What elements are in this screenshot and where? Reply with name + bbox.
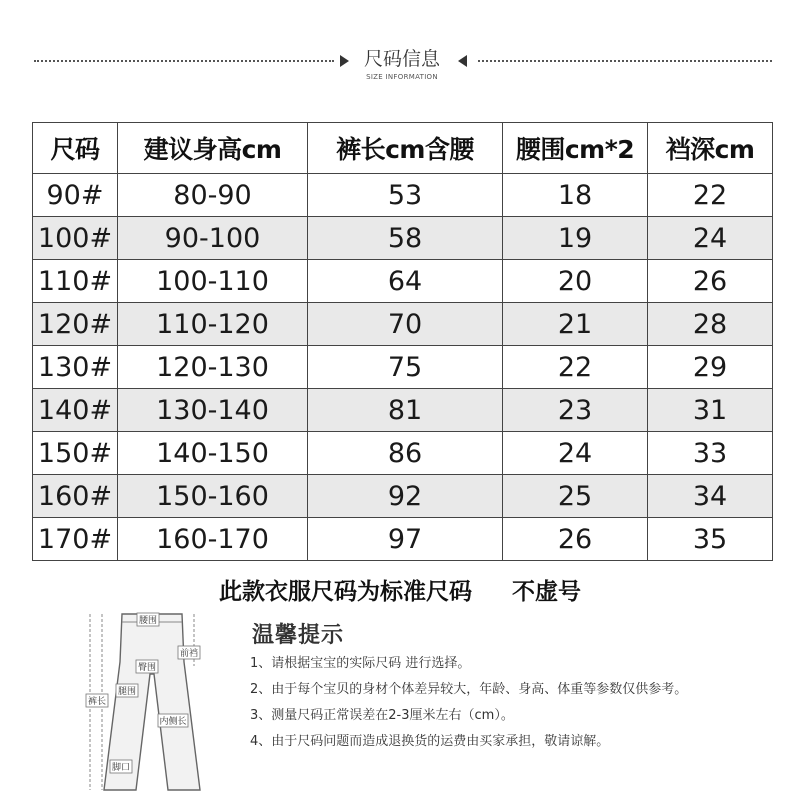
cell-rise: 35 — [648, 518, 773, 561]
header-divider-left — [34, 60, 334, 62]
cell-rise: 28 — [648, 303, 773, 346]
cell-size: 100# — [33, 217, 118, 260]
cell-size: 110# — [33, 260, 118, 303]
cell-rise: 31 — [648, 389, 773, 432]
table-row — [33, 174, 773, 217]
header-divider-right — [478, 60, 772, 62]
cell-waist: 21 — [503, 303, 648, 346]
cell-height: 150-160 — [118, 475, 308, 518]
arrow-left-icon — [458, 55, 467, 67]
cell-height: 90-100 — [118, 217, 308, 260]
cell-waist: 19 — [503, 217, 648, 260]
cell-length: 81 — [308, 389, 503, 432]
cell-waist: 26 — [503, 518, 648, 561]
cell-length: 58 — [308, 217, 503, 260]
table-row — [33, 389, 773, 432]
cell-length: 70 — [308, 303, 503, 346]
cell-size: 140# — [33, 389, 118, 432]
inseam-label: 内侧长 — [159, 717, 187, 727]
length-label: 裤长 — [87, 697, 107, 707]
pants-measurement-diagram — [82, 602, 222, 797]
arrow-right-icon — [340, 55, 349, 67]
notice-main: 此款衣服尺码为标准尺码 — [219, 579, 472, 605]
cell-height: 120-130 — [118, 346, 308, 389]
tips-list — [250, 656, 687, 760]
tip-item: 1、请根据宝宝的实际尺码 进行选择。 — [250, 656, 471, 671]
hip-label: 臀围 — [137, 663, 157, 673]
table-row — [33, 475, 773, 518]
cell-height: 100-110 — [118, 260, 308, 303]
cell-size: 130# — [33, 346, 118, 389]
thigh-label: 腿围 — [117, 687, 137, 697]
table-row — [33, 518, 773, 561]
section-subtitle: SIZE INFORMATION — [366, 73, 438, 81]
cell-rise: 29 — [648, 346, 773, 389]
cell-length: 64 — [308, 260, 503, 303]
column-header-height: 建议身高cm — [118, 123, 308, 174]
tips-title: 温馨提示 — [252, 623, 345, 648]
cell-size: 160# — [33, 475, 118, 518]
cell-length: 53 — [308, 174, 503, 217]
cell-rise: 33 — [648, 432, 773, 475]
table-row — [33, 260, 773, 303]
cell-height: 160-170 — [118, 518, 308, 561]
tip-item: 3、测量尺码正常误差在2-3厘米左右（cm）。 — [250, 708, 514, 723]
cell-height: 130-140 — [118, 389, 308, 432]
notice-extra: 不虚号 — [512, 579, 581, 605]
cell-waist: 23 — [503, 389, 648, 432]
cell-height: 110-120 — [118, 303, 308, 346]
cell-height: 80-90 — [118, 174, 308, 217]
cell-height: 140-150 — [118, 432, 308, 475]
cell-waist: 20 — [503, 260, 648, 303]
cell-length: 86 — [308, 432, 503, 475]
cell-size: 170# — [33, 518, 118, 561]
section-title: 尺码信息 — [363, 48, 440, 70]
cell-rise: 26 — [648, 260, 773, 303]
cell-waist: 18 — [503, 174, 648, 217]
rise-label: 前裆 — [179, 649, 199, 659]
column-header-length: 裤长cm含腰 — [308, 123, 503, 174]
cell-length: 75 — [308, 346, 503, 389]
size-table — [32, 122, 773, 561]
table-row — [33, 346, 773, 389]
tip-item: 2、由于每个宝贝的身材个体差异较大，年龄、身高、体重等参数仅供参考。 — [250, 682, 688, 697]
cell-waist: 25 — [503, 475, 648, 518]
tip-item: 4、由于尺码问题而造成退换货的运费由买家承担，敬请谅解。 — [250, 734, 610, 749]
cell-size: 90# — [33, 174, 118, 217]
table-row — [33, 303, 773, 346]
table-row — [33, 432, 773, 475]
table-header-row — [33, 123, 773, 174]
cell-rise: 22 — [648, 174, 773, 217]
cell-length: 97 — [308, 518, 503, 561]
table-row — [33, 217, 773, 260]
cell-rise: 34 — [648, 475, 773, 518]
cell-length: 92 — [308, 475, 503, 518]
hem-label: 脚口 — [111, 763, 131, 773]
column-header-size: 尺码 — [33, 123, 118, 174]
cell-waist: 24 — [503, 432, 648, 475]
cell-size: 150# — [33, 432, 118, 475]
waist-label: 腰围 — [138, 616, 158, 626]
column-header-rise: 裆深cm — [648, 123, 773, 174]
cell-size: 120# — [33, 303, 118, 346]
column-header-waist: 腰围cm*2 — [503, 123, 648, 174]
cell-waist: 22 — [503, 346, 648, 389]
cell-rise: 24 — [648, 217, 773, 260]
